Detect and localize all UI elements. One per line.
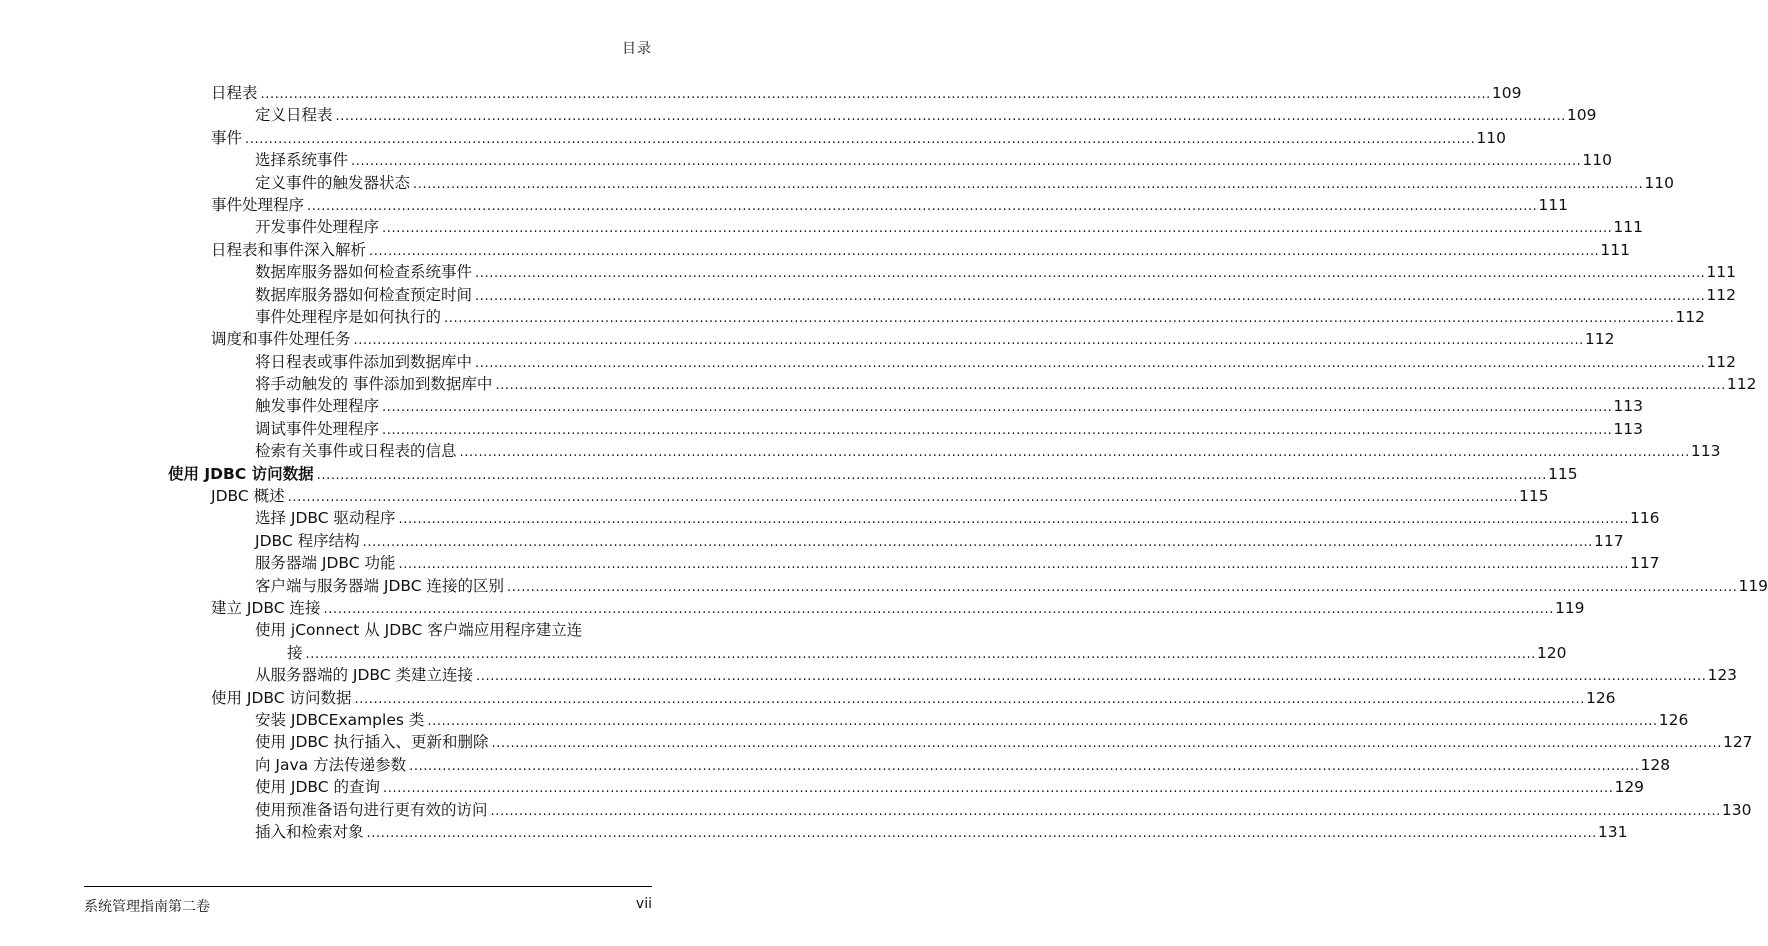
toc-page-number: 126 <box>1658 710 1689 729</box>
toc-entry-title: 使用预准备语句进行更有效的访问 <box>255 800 488 819</box>
dot-leader: .................................................................................................................................................................................................................................................................... <box>323 601 1554 617</box>
toc-entry[interactable] <box>0 194 1569 216</box>
toc-entry-title: 使用 JDBC 执行插入、更新和删除 <box>255 733 489 752</box>
toc-entry-title: 向 Java 方法传递参数 <box>255 755 407 774</box>
toc-entry[interactable] <box>0 687 1616 709</box>
toc-entry[interactable] <box>0 395 1644 417</box>
toc-entry[interactable] <box>0 575 1768 597</box>
toc-entry-title: 定义日程表 <box>255 106 333 125</box>
toc-entry-title: 使用 JDBC 访问数据 <box>211 688 352 707</box>
toc-entry-title: 使用 JDBC 的查询 <box>255 778 381 797</box>
dot-leader: .................................................................................................................................................................................................................................................................... <box>476 669 1707 685</box>
toc-page-number: 111 <box>1613 218 1644 237</box>
toc-entry-title: 建立 JDBC 连接 <box>211 598 321 617</box>
toc-entry[interactable] <box>0 552 1660 574</box>
toc-entry[interactable] <box>0 328 1615 350</box>
dot-leader: .................................................................................................................................................................................................................................................................... <box>245 131 1476 147</box>
toc-entry-title: 使用 jConnect 从 JDBC 客户端应用程序建立连 <box>255 621 583 640</box>
toc-entry-title: 事件处理程序 <box>211 195 305 214</box>
toc-entry-title: 检索有关事件或日程表的信息 <box>255 442 457 461</box>
toc-page-number: 113 <box>1613 397 1644 416</box>
dot-leader: .................................................................................................................................................................................................................................................................... <box>354 691 1585 707</box>
toc-page-number: 110 <box>1644 173 1675 192</box>
dot-leader: .................................................................................................................................................................................................................................................................... <box>383 781 1614 797</box>
toc-entry[interactable] <box>0 754 1671 776</box>
footer-book-title: 系统管理指南第二卷 <box>84 899 210 915</box>
toc-entry-title: 日程表和事件深入解析 <box>211 240 367 259</box>
toc-page-number: 117 <box>1629 554 1660 573</box>
dot-leader: .................................................................................................................................................................................................................................................................... <box>316 467 1548 483</box>
toc-page-number: 113 <box>1690 442 1721 461</box>
toc-page-number: 126 <box>1585 688 1616 707</box>
dot-leader: .................................................................................................................................................................................................................................................................... <box>398 512 1629 528</box>
toc-page-number: 113 <box>1613 419 1644 438</box>
toc-entry-title: 服务器端 JDBC 功能 <box>255 554 396 573</box>
toc-entry[interactable] <box>0 373 1757 395</box>
toc-page-number: 128 <box>1640 755 1671 774</box>
dot-leader: .................................................................................................................................................................................................................................................................... <box>398 557 1629 573</box>
toc-entry-title: 将手动触发的 事件添加到数据库中 <box>255 375 493 394</box>
toc-page-number: 112 <box>1584 330 1615 349</box>
toc-entry-title: 事件处理程序是如何执行的 <box>255 307 442 326</box>
toc-entry-title: 使用 JDBC 访问数据 <box>168 464 314 483</box>
toc-entry[interactable] <box>0 799 1752 821</box>
toc-entry[interactable] <box>0 306 1706 328</box>
toc-entry[interactable] <box>0 418 1644 440</box>
toc-entry-title: 安装 JDBCExamples 类 <box>255 710 425 729</box>
dot-leader: .................................................................................................................................................................................................................................................................... <box>335 109 1566 125</box>
toc-page-number: 112 <box>1706 285 1737 304</box>
toc-entry-title: 日程表 <box>211 84 258 102</box>
dot-leader: .................................................................................................................................................................................................................................................................... <box>287 490 1519 506</box>
toc-page-number: 112 <box>1706 352 1737 371</box>
toc-entry[interactable] <box>0 172 1675 194</box>
toc-page-number: 119 <box>1738 576 1768 595</box>
toc-entry[interactable] <box>0 82 1522 104</box>
toc-entry[interactable] <box>0 507 1660 529</box>
dot-leader: .................................................................................................................................................................................................................................................................... <box>409 758 1640 774</box>
dot-leader: .................................................................................................................................................................................................................................................................... <box>459 445 1690 461</box>
table-of-contents <box>0 82 1768 843</box>
toc-entry[interactable] <box>0 776 1645 798</box>
toc-page-number: 115 <box>1519 487 1549 506</box>
dot-leader: .................................................................................................................................................................................................................................................................... <box>260 87 1491 102</box>
toc-entry-title: 选择 JDBC 驱动程序 <box>255 509 396 528</box>
toc-entry[interactable] <box>0 149 1613 171</box>
dot-leader: .................................................................................................................................................................................................................................................................... <box>427 713 1658 729</box>
dot-leader: .................................................................................................................................................................................................................................................................... <box>382 221 1613 237</box>
toc-entry[interactable] <box>0 731 1753 753</box>
toc-entry-title: 事件 <box>211 128 243 147</box>
dot-leader: .................................................................................................................................................................................................................................................................... <box>475 288 1706 304</box>
toc-page-number: 129 <box>1614 778 1645 797</box>
toc-page-number: 123 <box>1707 666 1738 685</box>
footer-page-number: vii <box>635 896 652 912</box>
toc-entry[interactable] <box>0 284 1737 306</box>
toc-entry-line[interactable] <box>0 619 736 641</box>
toc-entry[interactable] <box>0 239 1631 261</box>
toc-entry-title: 开发事件处理程序 <box>255 218 380 237</box>
toc-entry-title: 数据库服务器如何检查系统事件 <box>255 263 473 282</box>
toc-entry[interactable] <box>0 216 1644 238</box>
toc-entry-title: 将日程表或事件添加到数据库中 <box>255 352 473 371</box>
toc-page-number: 112 <box>1675 307 1706 326</box>
dot-leader: .................................................................................................................................................................................................................................................................... <box>382 400 1613 416</box>
dot-leader: .................................................................................................................................................................................................................................................................... <box>475 266 1706 282</box>
toc-page-number: 117 <box>1594 531 1624 550</box>
toc-entry-title: JDBC 概述 <box>211 487 285 506</box>
toc-entry-title: JDBC 程序结构 <box>255 531 360 550</box>
footer-divider <box>84 886 652 887</box>
dot-leader: .................................................................................................................................................................................................................................................................... <box>305 646 1536 662</box>
toc-page-number: 110 <box>1476 128 1507 147</box>
dot-leader: .................................................................................................................................................................................................................................................................... <box>507 579 1738 595</box>
toc-entry[interactable] <box>0 104 1597 126</box>
toc-page-number: 109 <box>1491 84 1522 102</box>
toc-entry-title: 调度和事件处理任务 <box>211 330 351 349</box>
dot-leader: .................................................................................................................................................................................................................................................................... <box>351 154 1582 170</box>
toc-entry-title: 选择系统事件 <box>255 151 349 170</box>
toc-entry-title: 数据库服务器如何检查预定时间 <box>255 285 473 304</box>
toc-entry[interactable] <box>0 709 1689 731</box>
toc-entry-title: 客户端与服务器端 JDBC 连接的区别 <box>255 576 505 595</box>
toc-page-number: 111 <box>1706 263 1737 282</box>
dot-leader: .................................................................................................................................................................................................................................................................... <box>369 243 1600 259</box>
dot-leader: .................................................................................................................................................................................................................................................................... <box>490 803 1721 819</box>
dot-leader: .................................................................................................................................................................................................................................................................... <box>307 198 1538 214</box>
toc-entry[interactable] <box>0 664 1738 686</box>
toc-entry-title: 调试事件处理程序 <box>255 419 380 438</box>
dot-leader: .................................................................................................................................................................................................................................................................... <box>475 355 1706 371</box>
dot-leader: .................................................................................................................................................................................................................................................................... <box>444 310 1675 326</box>
dot-leader: .................................................................................................................................................................................................................................................................... <box>382 422 1613 438</box>
toc-page-number: 112 <box>1726 375 1757 394</box>
toc-entry[interactable] <box>0 530 1624 552</box>
toc-page-number: 109 <box>1566 106 1597 125</box>
toc-entry-title: 插入和检索对象 <box>255 822 364 841</box>
toc-entry[interactable] <box>0 127 1507 149</box>
toc-entry-title: 触发事件处理程序 <box>255 397 380 416</box>
dot-leader: .................................................................................................................................................................................................................................................................... <box>353 333 1584 349</box>
toc-entry[interactable] <box>0 485 1549 507</box>
toc-page-number: 131 <box>1597 822 1628 841</box>
toc-page-number: 111 <box>1538 195 1569 214</box>
toc-entry-title: 接 <box>287 643 303 662</box>
dot-leader: .................................................................................................................................................................................................................................................................... <box>366 825 1597 841</box>
toc-entry[interactable] <box>0 261 1737 283</box>
toc-page-number: 119 <box>1554 598 1585 617</box>
dot-leader: .................................................................................................................................................................................................................................................................... <box>362 534 1594 550</box>
toc-page-number: 130 <box>1721 800 1752 819</box>
toc-page-number: 120 <box>1536 643 1567 662</box>
dot-leader: .................................................................................................................................................................................................................................................................... <box>495 378 1726 394</box>
toc-entry-title: 从服务器端的 JDBC 类建立连接 <box>255 666 474 685</box>
toc-page-number: 110 <box>1582 151 1613 170</box>
toc-entry-title: 定义事件的触发器状态 <box>255 173 411 192</box>
toc-page-number: 127 <box>1722 733 1753 752</box>
toc-page-number: 115 <box>1548 464 1578 483</box>
toc-entry[interactable] <box>0 440 1721 462</box>
toc-page-number: 116 <box>1629 509 1660 528</box>
toc-entry[interactable] <box>0 463 1578 485</box>
dot-leader: .................................................................................................................................................................................................................................................................... <box>491 736 1722 752</box>
toc-entry[interactable] <box>0 821 1628 843</box>
dot-leader: .................................................................................................................................................................................................................................................................... <box>413 176 1644 192</box>
toc-entry[interactable] <box>0 597 1585 619</box>
toc-entry[interactable] <box>0 351 1737 373</box>
running-header: 目录 <box>622 41 652 57</box>
toc-page-number: 111 <box>1600 240 1631 259</box>
toc-entry[interactable] <box>0 642 1567 664</box>
